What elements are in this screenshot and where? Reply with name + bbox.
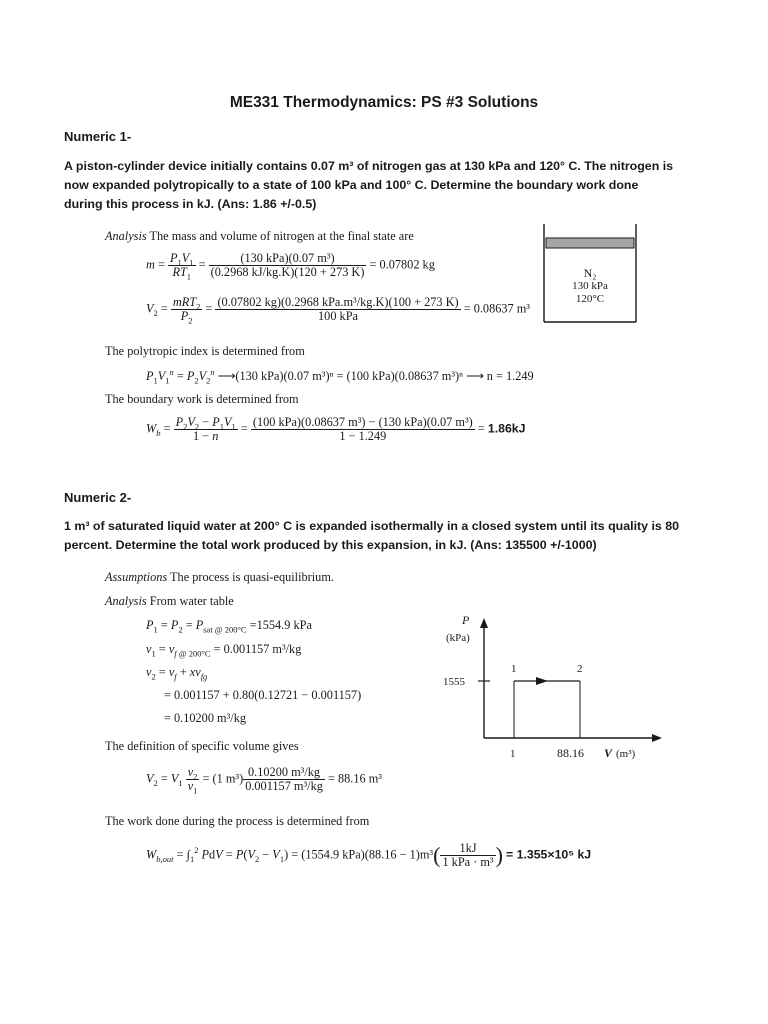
eq-V2-numerator: 0.10200 m³/kg xyxy=(243,766,325,780)
eq-v2-numerator: (0.07802 kg)(0.2968 kPa.m³/kg.K)(100 + 273 K) xyxy=(217,295,459,309)
equation-polytropic: $P_1V_1^n = P_2V_2^n$ ⟶(130 kPa)(0.07 m³)ⁿ = (100 kPa)(0.08637 m³)ⁿ ⟶ n = 1.249 xyxy=(146,366,534,386)
figure-pressure-label: 130 kPa xyxy=(572,280,608,292)
boundary-work-text: The boundary work is determined from xyxy=(105,392,299,406)
document-title: ME331 Thermodynamics: PS #3 Solutions xyxy=(229,94,539,111)
numeric-2-problem-line-1: 1 m³ of saturated liquid water at 200° C is expanded isothermally in a closed system until its quality is 80 xyxy=(64,519,680,533)
x-axis-arrow xyxy=(652,734,662,742)
eq-poly-result: n = 1.249 xyxy=(486,369,534,383)
eq-wb-numerator: (100 kPa)(0.08637 m³) − (130 kPa)(0.07 m³) xyxy=(252,415,473,429)
equation-v2-expr: = 0.001157 + 0.80(0.12721 − 0.001157) xyxy=(164,688,362,702)
eq-wb-result: 1.86kJ xyxy=(487,421,526,436)
piston-cylinder-figure xyxy=(543,224,638,324)
analysis-label: Analysis xyxy=(105,594,147,608)
numeric-1-problem-line-2: now expanded polytropically to a state of 100 kPa and 100° C. Determine the boundary work done xyxy=(64,178,639,192)
equation-mass: m = $\frac{P_1V_1}{RT_1}$ = $\frac{\text{(130 kPa)(0.07 m³)}}{(0.2968 kJ/kg.K)(120 + 273 K)}$ = 0.07802 kg xyxy=(146,251,435,282)
figure-gas-label: N₂ xyxy=(583,266,597,280)
eq-v2-denominator: 100 kPa xyxy=(318,309,358,323)
numeric-1-analysis-line xyxy=(105,229,414,244)
eq-w-middle: (1554.9 kPa)(88.16 − 1)m³ xyxy=(301,847,434,862)
eq-m-denominator: (0.2968 kJ/kg.K)(120 + 273 K) xyxy=(210,265,365,279)
eq-poly-middle: (130 kPa)(0.07 m³)ⁿ = (100 kPa)(0.08637 m³)ⁿ xyxy=(235,369,464,383)
eq-v2-result: = 0.10200 m³/kg xyxy=(164,711,247,725)
numeric-2-heading: Numeric 2- xyxy=(64,490,132,505)
eq-w-unit-numerator: 1kJ xyxy=(440,842,495,856)
equation-boundary-work: $W_b$ = $\frac{P_2V_2 - P_1V_1}{1 - n}$ = $\frac{\text{(100 kPa)(0.08637 m³) − (130 kPa)(0.07 m³)}}{1 - 1.249}$ = 1.86kJ xyxy=(146,415,526,443)
eq-wb-denominator: 1 − 1.249 xyxy=(339,429,387,443)
x-axis-label: V xyxy=(604,746,613,760)
equation-volume-2-total: $V_2 = V_1$ $\frac{v_2}{v_1}$ = (1 m³) $\frac{\text{0.10200 m³/kg}}{\text{0.001157 m³/kg}}$ = 88.16 m³ xyxy=(146,765,382,796)
numeric-1-heading: Numeric 1- xyxy=(64,129,132,144)
polytropic-text: The polytropic index is determined from xyxy=(105,344,305,358)
specific-volume-text: The definition of specific volume gives xyxy=(105,739,299,753)
state-1-label: 1 xyxy=(511,663,517,675)
analysis-text: The mass and volume of nitrogen at the final state are xyxy=(146,229,414,243)
state-2-label: 2 xyxy=(577,663,583,675)
eq-V2-middle: = (1 m³) xyxy=(202,771,244,786)
assumptions-label: Assumptions xyxy=(105,570,168,584)
eq-w-unit-denominator: 1 kPa · m³ xyxy=(442,855,494,869)
figure-temperature-label: 120°C xyxy=(575,293,605,305)
eq-v2-result: = 0.08637 m³ xyxy=(463,301,530,316)
work-done-text: The work done during the process is determined from xyxy=(105,814,370,828)
y-axis-arrow xyxy=(480,618,488,628)
assumptions-text: The process is quasi-equilibrium. xyxy=(167,570,334,584)
equation-work-out: $W_{b,out} = \int_1^2$ PdV = $P(V_2 - V_1) = (1554.9$ kPa)(88.16 − 1)m³( $\frac{1kJ}{\text{1 kPa · m³}}$ ) = 1.355×10⁵ kJ xyxy=(146,841,592,869)
y-axis-unit: (kPa) xyxy=(446,632,470,644)
numeric-1-problem-line-3: during this process in kJ. (Ans: 1.86 +/-0.5) xyxy=(64,197,317,211)
analysis-text: From water table xyxy=(146,594,234,608)
numeric-2-analysis-line xyxy=(105,594,234,609)
pv-diagram xyxy=(440,610,680,770)
numeric-1-problem-line-1: A piston-cylinder device initially contains 0.07 m³ of nitrogen gas at 130 kPa and 120° C. The nitrogen is xyxy=(64,159,674,173)
eq-w-result: = 1.355×10⁵ kJ xyxy=(506,847,592,862)
eq-V2-result: = 88.16 m³ xyxy=(327,771,382,786)
eq-v1-result: = 0.001157 m³/kg xyxy=(213,642,302,656)
x-tick-label-1: 1 xyxy=(510,748,516,760)
eq-m-numerator: (130 kPa)(0.07 m³) xyxy=(209,252,367,266)
numeric-1-problem xyxy=(64,157,724,214)
y-axis-label: P xyxy=(462,613,470,627)
equation-volume-2: $V_2$ = $\frac{mRT_2}{P_2}$ = $\frac{\text{(0.07802 kg)(0.2968 kPa.m³/kg.K)(100 + 273 K)}}{\text{100 kPa}}$ = 0.08637 m³ xyxy=(146,295,530,326)
numeric-2-problem-line-2: percent. Determine the total work produced by this expansion, in kJ. (Ans: 135500 +/-1000) xyxy=(64,538,597,552)
numeric-2-problem xyxy=(64,517,724,555)
eq-p-result: =1554.9 kPa xyxy=(249,618,312,632)
equation-v1: $v_1 = v_{f @ 200^\circ C} = 0.001157$ m³/kg xyxy=(146,642,302,659)
eq-v2-expr: 0.001157 + 0.80(0.12721 − 0.001157) xyxy=(174,688,362,702)
x-tick-label-2: 88.16 xyxy=(557,746,584,760)
y-tick-label: 1555 xyxy=(443,676,465,688)
equation-v2-def: $v_2 = v_f + xv_{fg}$ xyxy=(146,665,208,682)
piston xyxy=(546,238,634,248)
eq-V2-denominator: 0.001157 m³/kg xyxy=(245,779,323,793)
eq-m-result: = 0.07802 kg xyxy=(369,257,435,272)
x-axis-unit: (m³) xyxy=(616,748,636,760)
process-arrow xyxy=(536,677,548,685)
analysis-label: Analysis xyxy=(105,229,147,243)
numeric-2-assumptions-line xyxy=(105,570,334,585)
equation-pressure: $P_1 = P_2 = P_{sat @ 200^\circ C} =1554.9$ kPa xyxy=(146,618,312,635)
